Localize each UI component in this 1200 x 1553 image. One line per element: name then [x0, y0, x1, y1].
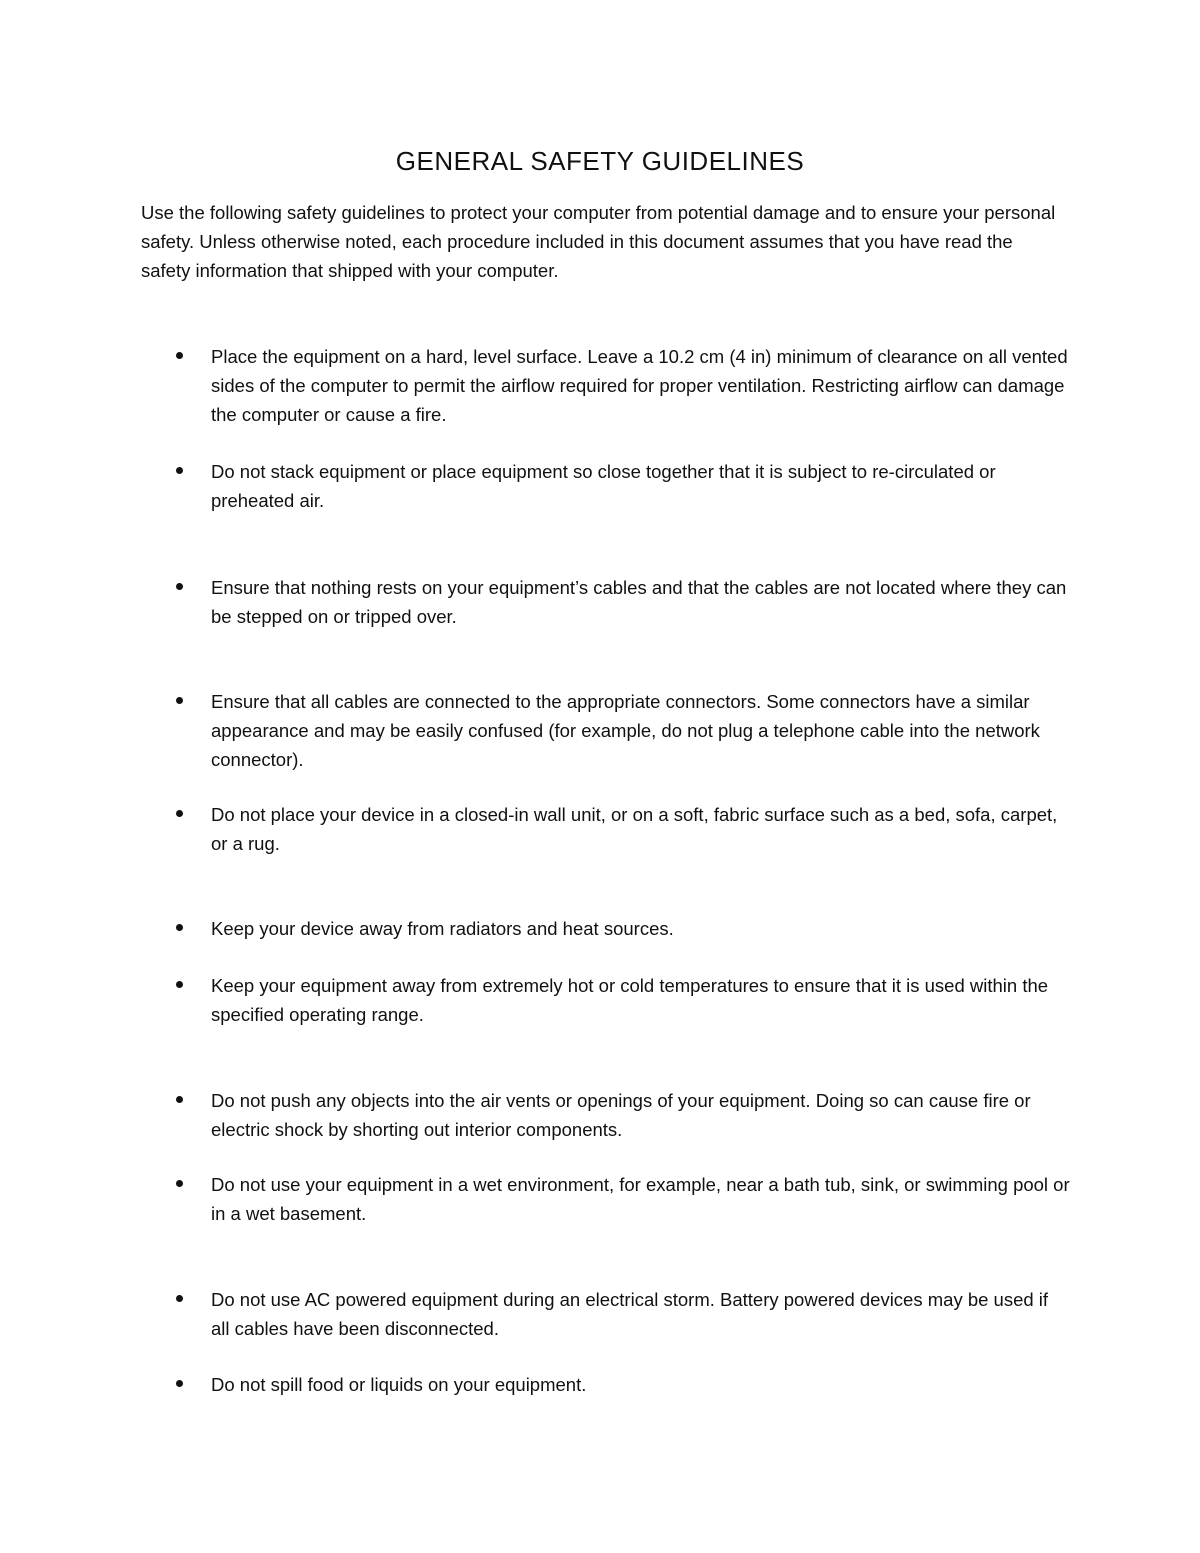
bullet-icon	[173, 1170, 211, 1199]
guideline-item	[173, 1086, 1073, 1144]
guideline-text: Do not push any objects into the air vents or openings of your equipment. Doing so can cause fire or electric shock by shorting out interior components.	[211, 1090, 1031, 1140]
bullet-icon	[173, 342, 211, 371]
guideline-item	[173, 687, 1073, 774]
bullet-icon	[173, 914, 211, 943]
guideline-item	[173, 800, 1073, 858]
guideline-item	[173, 971, 1073, 1029]
bullet-icon	[173, 457, 211, 486]
guideline-item	[173, 457, 1073, 515]
guideline-text: Do not spill food or liquids on your equipment.	[211, 1374, 587, 1395]
guideline-text: Do not stack equipment or place equipment so close together that it is subject to re-circulated or preheated air.	[211, 461, 996, 511]
guideline-item	[173, 914, 1073, 943]
guideline-item	[173, 342, 1073, 429]
bullet-icon	[173, 1370, 211, 1399]
bullet-icon	[173, 687, 211, 716]
guideline-text: Place the equipment on a hard, level surface. Leave a 10.2 cm (4 in) minimum of clearance on all vented sides of the computer to permit the airflow required for proper ventilation. Restricting airflow can damage the computer or cause a fire.	[211, 346, 1068, 425]
guideline-item	[173, 1285, 1073, 1343]
guideline-item	[173, 573, 1073, 631]
guideline-text: Ensure that nothing rests on your equipment’s cables and that the cables are not located where they can be stepped on or tripped over.	[211, 577, 1067, 627]
bullet-icon	[173, 1285, 211, 1314]
guideline-text: Keep your device away from radiators and heat sources.	[211, 918, 674, 939]
guideline-text: Ensure that all cables are connected to the appropriate connectors. Some connectors have a similar appearance and may be easily confused (for example, do not plug a telephone cable into the network connector).	[211, 691, 1040, 770]
intro-paragraph: Use the following safety guidelines to protect your computer from potential damage and to ensure your personal safety. Unless otherwise noted, each procedure included in this document assumes that you have read the safety information that shipped with your computer.	[141, 202, 1056, 281]
bullet-icon	[173, 800, 211, 829]
page-title: GENERAL SAFETY GUIDELINES	[395, 146, 805, 176]
bullet-icon	[173, 1086, 211, 1115]
guideline-item	[173, 1170, 1073, 1228]
guideline-text: Do not place your device in a closed-in wall unit, or on a soft, fabric surface such as a bed, sofa, carpet, or a rug.	[211, 804, 1058, 854]
bullet-icon	[173, 971, 211, 1000]
guideline-item	[173, 1370, 1073, 1399]
guideline-text: Do not use your equipment in a wet environment, for example, near a bath tub, sink, or swimming pool or in a wet basement.	[211, 1174, 1070, 1224]
bullet-icon	[173, 573, 211, 602]
guideline-text: Do not use AC powered equipment during an electrical storm. Battery powered devices may be used if all cables have been disconnected.	[211, 1289, 1049, 1339]
guideline-text: Keep your equipment away from extremely hot or cold temperatures to ensure that it is used within the specified operating range.	[211, 975, 1049, 1025]
